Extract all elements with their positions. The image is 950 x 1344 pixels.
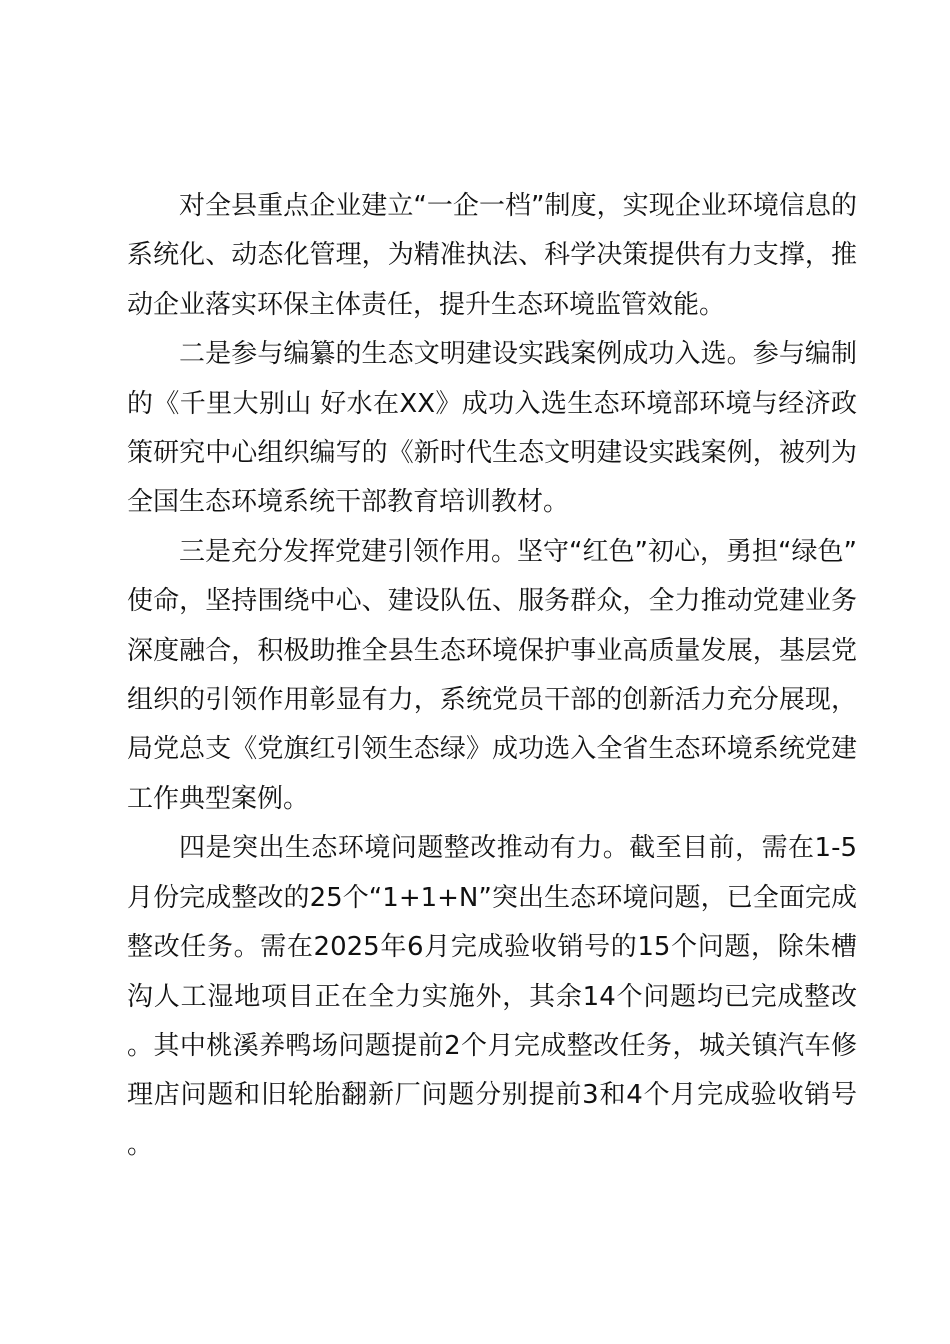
- paragraph-rectification: 四是突出生态环境问题整改推动有力。截至目前，需在1-5月份完成整改的25个“1+1+N”突出生态环境问题，已全面完成整改任务。需在2025年6月完成验收销号的15个问题，除朱槽沟人工湿地项目正在全力实施外，其余14个问题均已完成整改。其中桃溪养鸭场问题提前2个月完成整改任务，城关镇汽车修理店问题和旧轮胎翻新厂问题分别提前3和4个月完成验收销号。: [127, 833, 857, 1160]
- paragraph-party-building: 三是充分发挥党建引领作用。坚守“红色”初心，勇担“绿色”使命，坚持围绕中心、建设队伍、服务群众，全力推动党建业务深度融合，积极助推全县生态环境保护事业高质量发展，基层党组织的引领作用彰显有力，系统党员干部的创新活力充分展现，局党总支《党旗红引领生态绿》成功选入全省生态环境系统党建工作典型案例。: [127, 536, 857, 814]
- paragraph-practice-case: 二是参与编纂的生态文明建设实践案例成功入选。参与编制的《千里大别山 好水在XX》成功入选生态环境部环境与经济政策研究中心组织编写的《新时代生态文明建设实践案例，被列为全国生态环境系统干部教育培训教材。: [127, 339, 857, 518]
- document-body: [127, 182, 857, 1170]
- paragraph-enterprise-archive: 对全县重点企业建立“一企一档”制度，实现企业环境信息的系统化、动态化管理，为精准执法、科学决策提供有力支撑，推动企业落实环保主体责任，提升生态环境监管效能。: [127, 191, 857, 320]
